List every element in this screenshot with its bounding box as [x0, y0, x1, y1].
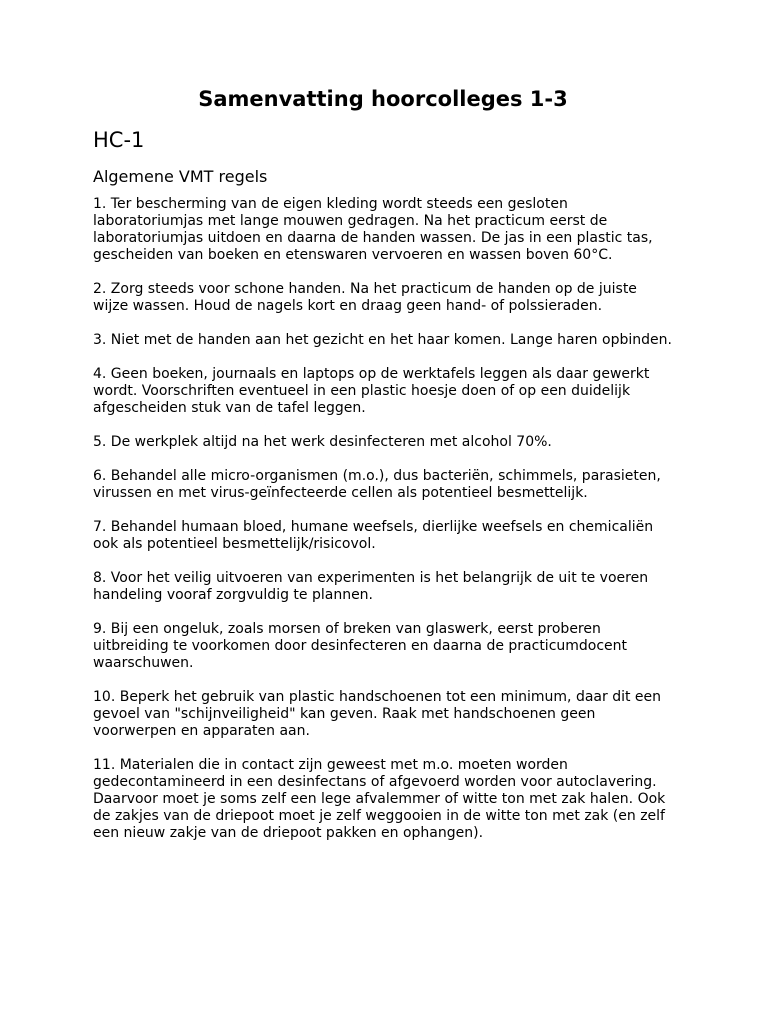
subsection-heading: Algemene VMT regels — [93, 167, 268, 186]
document-title: Samenvatting hoorcolleges 1-3 — [198, 87, 568, 111]
rule-item: 8. Voor het veilig uitvoeren van experimenten is het belangrijk de uit te voeren handeling vooraf zorgvuldig te plannen. — [93, 570, 649, 603]
document-page — [93, 84, 673, 859]
rule-item: 6. Behandel alle micro-organismen (m.o.), dus bacteriën, schimmels, parasieten, virussen en met virus-geïnfecteerde cellen als potentieel besmettelijk. — [93, 468, 661, 501]
rule-item: 10. Beperk het gebruik van plastic handschoenen tot een minimum, daar dit een gevoel van "schijnveiligheid" kan geven. Raak met handschoenen geen voorwerpen en apparaten aan. — [93, 689, 662, 739]
rule-item: 5. De werkplek altijd na het werk desinfecteren met alcohol 70%. — [93, 434, 552, 450]
rule-item: 1. Ter bescherming van de eigen kleding wordt steeds een gesloten laboratoriumjas met lange mouwen gedragen. Na het practicum eerst de laboratoriumjas uitdoen en daarna de handen wassen. De jas in een plastic tas, gescheiden van boeken en etenswaren vervoeren en wassen boven 60°C. — [93, 196, 653, 263]
rules-list — [93, 196, 673, 842]
rule-item: 7. Behandel humaan bloed, humane weefsels, dierlijke weefsels en chemicaliën ook als potentieel besmettelijk/risicovol. — [93, 519, 654, 552]
rule-item: 3. Niet met de handen aan het gezicht en het haar komen. Lange haren opbinden. — [93, 332, 672, 348]
section-heading: HC-1 — [93, 128, 145, 152]
rule-item: 9. Bij een ongeluk, zoals morsen of breken van glaswerk, eerst proberen uitbreiding te voorkomen door desinfecteren en daarna de practicumdocent waarschuwen. — [93, 621, 628, 671]
rule-item: 4. Geen boeken, journaals en laptops op de werktafels leggen als daar gewerkt wordt. Voorschriften eventueel in een plastic hoesje doen of op een duidelijk afgescheiden stuk van de tafel leggen. — [93, 366, 650, 416]
rule-item: 11. Materialen die in contact zijn geweest met m.o. moeten worden gedecontamineerd in een desinfectans of afgevoerd worden voor autoclavering. Daarvoor moet je soms zelf een lege afvalemmer of witte ton met zak halen. Ook de zakjes van de driepoot moet je zelf weggooien in de witte ton met zak (en zelf een nieuw zakje van de driepoot pakken en ophangen). — [93, 757, 666, 841]
rule-item: 2. Zorg steeds voor schone handen. Na het practicum de handen op de juiste wijze wassen. Houd de nagels kort en draag geen hand- of polssieraden. — [93, 281, 637, 314]
